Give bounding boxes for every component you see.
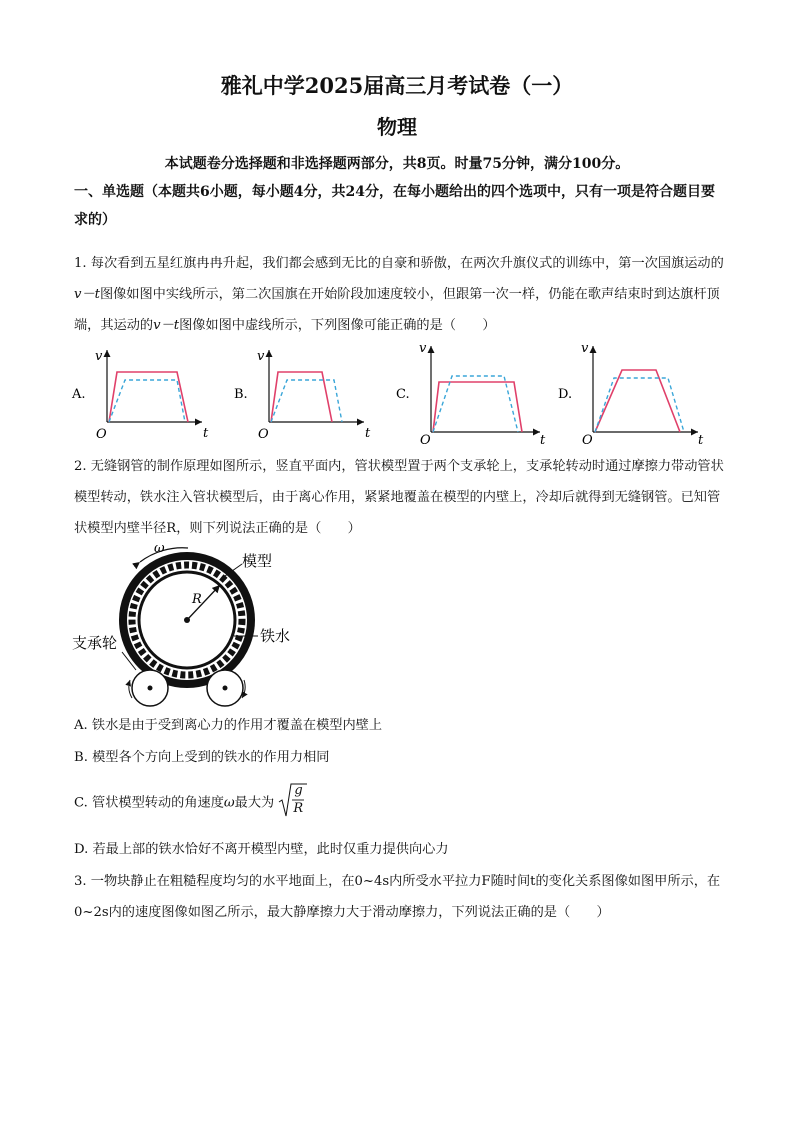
q1-option-b-label: B. <box>234 387 248 402</box>
q1-vt-symbol: v－t <box>74 287 100 302</box>
q1-d-dashed-line <box>595 378 684 432</box>
omega-label: ω <box>154 541 165 556</box>
q1-c-v-label: v <box>419 341 427 356</box>
q2-option-c-text-a: C. 管状模型转动的角速度 <box>74 795 224 811</box>
q2-figure <box>70 540 300 710</box>
subject-title: 物理 <box>377 115 417 139</box>
q1-a-dashed-line <box>109 380 185 422</box>
q2-option-a: A. 铁水是由于受到离心力的作用才覆盖在模型内壁上 <box>74 718 383 733</box>
q1-c-o-label: O <box>420 433 431 448</box>
q1-graph-c <box>396 341 546 448</box>
wheel-label: 支承轮 <box>72 634 118 652</box>
q2-option-c-omega: ω <box>223 795 235 811</box>
q1-a-o-label: O <box>96 427 107 442</box>
question-2-stem: 2. 无缝钢管的制作原理如图所示，竖直平面内，管状模型置于两个支承轮上，支承轮转动时通过摩擦力带动管状模型转动，铁水注入管状模型后，由于离心作用，紧紧地覆盖在模型的内壁上，冷却后就得到无缝钢管。已知管状模型内壁半径R，则下列说法正确的是（ ） <box>74 459 724 536</box>
q1-c-solid-line <box>433 382 522 432</box>
q1-option-a-label: A. <box>72 387 86 402</box>
q1-b-v-label: v <box>257 349 265 364</box>
exam-info: 本试题卷分选择题和非选择题两部分，共8页。时量75分钟，满分100分。 <box>164 156 630 172</box>
exam-title: 雅礼中学2025届高三月考试卷（一） <box>220 73 574 98</box>
q1-stem-part-b: 图像如图中实线所示，第二次国旗在开始阶段加速度较小，但跟第一次一样，仍能在歌声结束时到达旗杆顶端，其运动的 <box>74 287 720 333</box>
q1-stem-part-a: 1. 每次看到五星红旗冉冉升起，我们都会感到无比的自豪和骄傲，在两次升旗仪式的训练中，第一次国旗运动的 <box>74 256 724 271</box>
radius-label: R <box>192 592 202 607</box>
q1-a-solid-line <box>109 372 188 422</box>
q1-d-v-label: v <box>581 341 589 356</box>
q1-d-solid-line <box>595 370 680 432</box>
q1-c-dashed-line <box>433 376 518 432</box>
question-1-stem <box>74 248 726 341</box>
sqrt-g-over-R <box>278 783 308 820</box>
q1-vt-symbol-2: v－t <box>153 318 180 333</box>
iron-label: 铁水 <box>260 627 291 645</box>
sqrt-numerator: g <box>294 783 303 798</box>
q1-d-t-label: t <box>698 433 704 448</box>
q1-option-d-label: D. <box>558 387 573 402</box>
q1-graph-a <box>71 349 209 442</box>
q1-options-figure <box>70 340 730 450</box>
question-3-stem: 3. 一物块静止在粗糙程度均匀的水平地面上，在0~4s内所受水平拉力F随时间t的变化关系图像如图甲所示，在0~2s内的速度图像如图乙所示，最大静摩擦力大于滑动摩擦力，下列说法正确的是（ ） <box>74 874 721 920</box>
q1-c-t-label: t <box>540 433 546 448</box>
q1-b-t-label: t <box>365 426 371 441</box>
q1-graph-d <box>558 341 704 448</box>
q2-option-b: B. 模型各个方向上受到的铁水的作用力相同 <box>74 750 330 765</box>
q2-option-d: D. 若最上部的铁水恰好不离开模型内壁，此时仅重力提供向心力 <box>74 842 449 857</box>
q1-b-o-label: O <box>258 427 269 442</box>
q2-option-c <box>74 783 308 822</box>
q2-option-c-text-b: 最大为 <box>234 795 275 811</box>
q1-a-v-label: v <box>95 349 103 364</box>
q1-option-c-label: C. <box>396 387 410 402</box>
q1-a-t-label: t <box>203 426 209 441</box>
q1-d-o-label: O <box>582 433 593 448</box>
q1-graph-b <box>234 349 371 442</box>
section-heading: 一、单选题（本题共6小题，每小题4分，共24分，在每小题给出的四个选项中，只有一项是符合题目要求的） <box>74 184 715 228</box>
sqrt-denominator: R <box>293 801 304 816</box>
q1-stem-part-c: 图像如图中虚线所示，下列图像可能正确的是（ ） <box>179 318 496 333</box>
model-label: 模型 <box>242 552 273 570</box>
